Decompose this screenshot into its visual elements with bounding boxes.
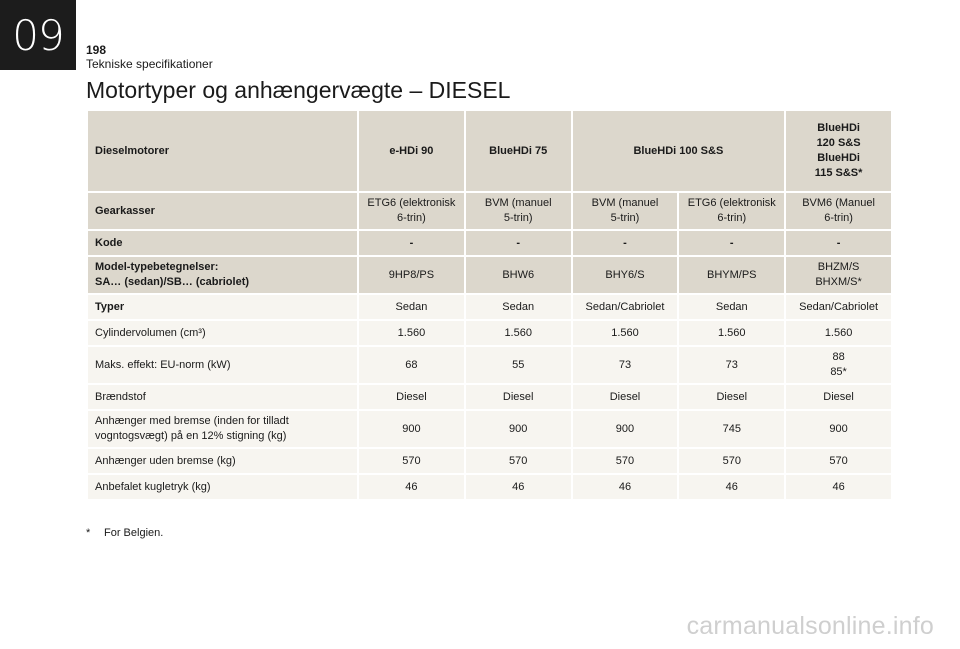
table-cell: 46 — [786, 475, 891, 499]
gearbox-cell — [466, 193, 571, 229]
label-line: vogntogsvægt) på en 12% stigning (kg) — [95, 430, 287, 442]
row-label: Cylindervolumen (cm³) — [88, 321, 357, 345]
header-line: BlueHDi — [817, 152, 860, 164]
header-cell — [786, 111, 891, 191]
table-cell: Diesel — [786, 385, 891, 409]
cell-line: BVM6 (Manuel — [802, 197, 875, 209]
table-cell: 900 — [359, 411, 464, 447]
table-cell: 900 — [786, 411, 891, 447]
table-cell: Diesel — [466, 385, 571, 409]
table-cell: 1.560 — [679, 321, 784, 345]
watermark-text: carmanualsonline.info — [686, 612, 934, 640]
gearbox-cell — [679, 193, 784, 229]
table-cell: Sedan — [466, 295, 571, 319]
gearbox-cell — [359, 193, 464, 229]
label-line: Anhænger med bremse (inden for tilladt — [95, 415, 289, 427]
footnote — [86, 527, 163, 539]
header-cell: BlueHDi 100 S&S — [573, 111, 785, 191]
gearbox-cell — [786, 193, 891, 229]
cell-line: 6-trin) — [717, 212, 747, 224]
row-label: Anhænger uden bremse (kg) — [88, 449, 357, 473]
code-row — [88, 231, 891, 255]
table-cell: Sedan/Cabriolet — [786, 295, 891, 319]
code-cell: - — [359, 231, 464, 255]
cell-line: 6-trin) — [397, 212, 426, 224]
row-label: Anbefalet kugletryk (kg) — [88, 475, 357, 499]
model-cell: BHY6/S — [573, 257, 678, 293]
table-row — [88, 475, 891, 499]
model-label — [88, 257, 357, 293]
header-cell: BlueHDi 75 — [466, 111, 571, 191]
table-row — [88, 449, 891, 473]
table-cell: Diesel — [679, 385, 784, 409]
table-cell: 46 — [679, 475, 784, 499]
table-cell: 570 — [466, 449, 571, 473]
cell-line: 5-trin) — [610, 212, 640, 224]
cell-line: BVM (manuel — [484, 197, 552, 209]
table-row — [88, 411, 891, 447]
code-cell: - — [679, 231, 784, 255]
gearbox-label: Gearkasser — [88, 193, 357, 229]
table-cell: 46 — [466, 475, 571, 499]
header-label: Dieselmotorer — [88, 111, 357, 191]
cell-line: 85* — [830, 366, 847, 378]
model-cell — [786, 257, 891, 293]
table-row — [88, 321, 891, 345]
table-cell: 570 — [679, 449, 784, 473]
table-cell — [786, 347, 891, 383]
cell-line: 6-trin) — [824, 212, 853, 224]
table-cell: 46 — [359, 475, 464, 499]
header-line: 120 S&S — [816, 137, 861, 149]
table-cell: 68 — [359, 347, 464, 383]
header-line: BlueHDi — [817, 122, 860, 134]
table-cell: Sedan/Cabriolet — [573, 295, 678, 319]
table-row — [88, 295, 891, 319]
table-cell: 570 — [359, 449, 464, 473]
table-cell: 1.560 — [359, 321, 464, 345]
table-row — [88, 385, 891, 409]
table-cell: 570 — [573, 449, 678, 473]
table-cell: 73 — [679, 347, 784, 383]
code-cell: - — [786, 231, 891, 255]
table-cell: Sedan — [359, 295, 464, 319]
table-cell: 745 — [679, 411, 784, 447]
table-cell: 73 — [573, 347, 678, 383]
footnote-mark: * — [86, 527, 91, 539]
model-cell: BHYM/PS — [679, 257, 784, 293]
row-label: Typer — [88, 295, 357, 319]
table-cell: Diesel — [573, 385, 678, 409]
cell-line: BHXM/S* — [815, 276, 862, 288]
table-cell: 46 — [573, 475, 678, 499]
row-label — [88, 411, 357, 447]
footnote-text: For Belgien. — [104, 527, 164, 539]
model-cell: BHW6 — [466, 257, 571, 293]
table-cell: 55 — [466, 347, 571, 383]
header-cell: e-HDi 90 — [359, 111, 464, 191]
model-cell: 9HP8/PS — [359, 257, 464, 293]
model-row — [88, 257, 891, 293]
row-label: Maks. effekt: EU-norm (kW) — [88, 347, 357, 383]
table-cell: Sedan — [679, 295, 784, 319]
gearbox-cell — [573, 193, 678, 229]
chapter-number: 09 — [0, 0, 76, 70]
table-row — [88, 347, 891, 383]
label-line: SA… (sedan)/SB… (cabriolet) — [95, 276, 250, 288]
header-row — [88, 111, 891, 191]
row-label: Brændstof — [88, 385, 357, 409]
table-cell: 570 — [786, 449, 891, 473]
label-line: Model-typebetegnelser: — [95, 261, 219, 273]
cell-line: 5-trin) — [503, 212, 533, 224]
gearbox-row — [88, 193, 891, 229]
code-cell: - — [573, 231, 678, 255]
cell-line: BVM (manuel — [591, 197, 659, 209]
table-cell: 900 — [573, 411, 678, 447]
table-cell: Diesel — [359, 385, 464, 409]
cell-line: 88 — [832, 351, 845, 363]
code-cell: - — [466, 231, 571, 255]
section-name: Tekniske specifikationer — [86, 57, 213, 71]
table-cell: 1.560 — [466, 321, 571, 345]
cell-line: ETG6 (elektronisk — [367, 197, 456, 209]
cell-line: ETG6 (elektronisk — [687, 197, 776, 209]
table-cell: 1.560 — [786, 321, 891, 345]
cell-line: BHZM/S — [817, 261, 860, 273]
spec-table — [86, 111, 893, 499]
table-cell: 1.560 — [573, 321, 678, 345]
code-label: Kode — [88, 231, 357, 255]
table-cell: 900 — [466, 411, 571, 447]
page-number: 198 — [86, 43, 107, 57]
header-line: 115 S&S* — [814, 167, 863, 179]
page-title: Motortyper og anhængervægte – DIESEL — [86, 77, 511, 103]
